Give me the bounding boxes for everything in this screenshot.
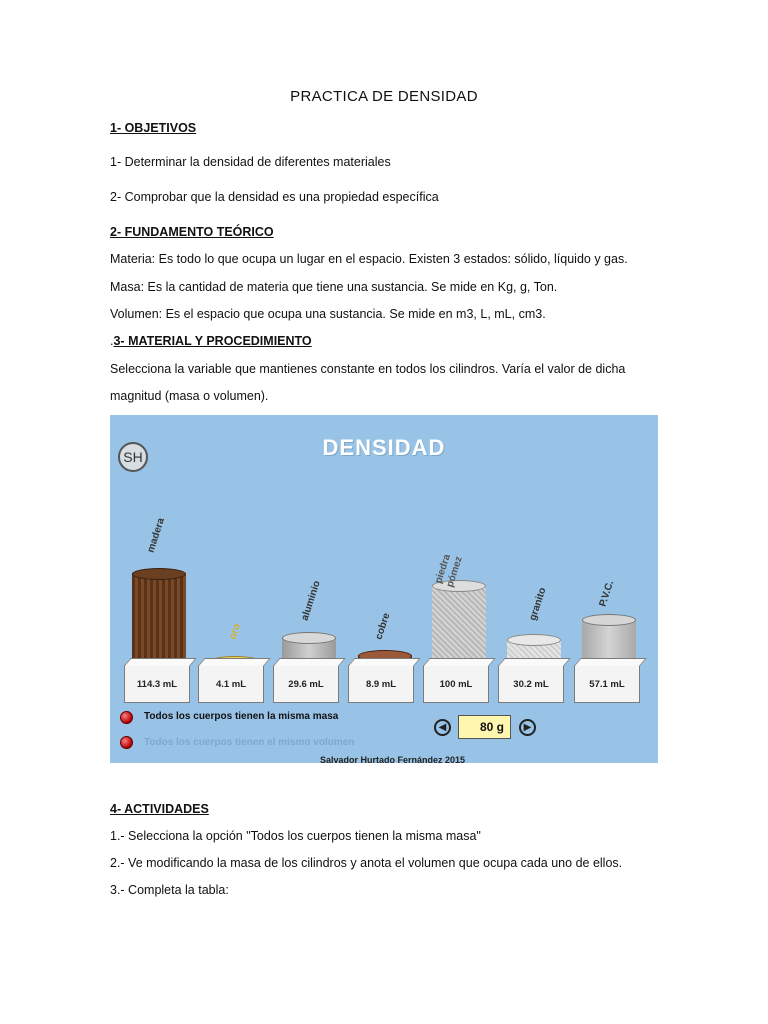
label-oro: oro <box>227 622 243 641</box>
procedure-line-1: Selecciona la variable que mantienes constante en todos los cilindros. Varía el valor de dicha <box>110 362 626 376</box>
pedestal-cobre <box>348 665 414 703</box>
cylinder-piedra-pomez <box>432 585 486 665</box>
objective-item-2: 2- Comprobar que la densidad es una propiedad específica <box>110 190 439 204</box>
label-granito: granito <box>527 586 549 622</box>
pedestal-pvc <box>574 665 640 703</box>
option-same-mass-label[interactable]: Todos los cuerpos tienen la misma masa <box>144 711 339 722</box>
volume-aluminio: 29.6 mL <box>288 679 324 690</box>
procedure-heading: 3- MATERIAL Y PROCEDIMIENTO <box>113 334 312 348</box>
label-aluminio: aluminio <box>299 579 323 622</box>
simulation-credit: Salvador Hurtado Fernández 2015 <box>320 755 466 763</box>
procedure-heading-prefix: . <box>110 334 114 348</box>
decrease-mass-icon[interactable]: ◀ <box>434 719 451 736</box>
volume-oro: 4.1 mL <box>215 679 247 690</box>
radio-same-mass[interactable] <box>120 711 133 724</box>
cylinder-madera <box>132 573 186 665</box>
pedestal-granito <box>498 665 564 703</box>
volume-cobre: 8.9 mL <box>365 679 397 690</box>
procedure-heading-line <box>110 333 312 349</box>
volume-granito: 30.2 mL <box>513 679 549 690</box>
option-same-volume-label[interactable]: Todos los cuerpos tienen el mismo volumen <box>144 737 355 748</box>
mass-value-display: 80 g <box>458 715 511 739</box>
objective-item-1: 1- Determinar la densidad de diferentes materiales <box>110 155 391 169</box>
pedestal-piedra-pomez <box>423 665 489 703</box>
page-title: PRACTICA DE DENSIDAD <box>290 88 478 105</box>
sh-logo: SH <box>118 442 148 472</box>
label-madera: madera <box>145 516 167 554</box>
activity-item-1: 1.- Selecciona la opción "Todos los cuerpos tienen la misma masa" <box>110 829 481 843</box>
label-piedra-pomez: piedra pómez <box>433 553 465 589</box>
volume-pvc: 57.1 mL <box>589 679 625 690</box>
increase-mass-icon[interactable]: ▶ <box>519 719 536 736</box>
volume-piedra-pomez: 100 mL <box>439 679 473 690</box>
simulation-title: DENSIDAD <box>322 435 446 460</box>
theory-line-volumen: Volumen: Es el espacio que ocupa una sustancia. Se mide en m3, L, mL, cm3. <box>110 307 546 321</box>
activity-item-3: 3.- Completa la tabla: <box>110 883 229 897</box>
density-simulation <box>110 415 658 763</box>
theory-line-masa: Masa: Es la cantidad de materia que tiene una sustancia. Se mide en Kg, g, Ton. <box>110 280 558 294</box>
volume-madera: 114.3 mL <box>136 679 178 690</box>
label-cobre: cobre <box>373 611 393 641</box>
theory-heading: 2- FUNDAMENTO TEÓRICO <box>110 225 274 239</box>
label-pvc: P.V.C. <box>597 579 617 608</box>
pedestal-madera <box>124 665 190 703</box>
pedestal-oro <box>198 665 264 703</box>
activity-item-2: 2.- Ve modificando la masa de los cilindros y anota el volumen que ocupa cada uno de ellos. <box>110 856 623 870</box>
procedure-line-2: magnitud (masa o volumen). <box>110 389 269 403</box>
theory-line-materia: Materia: Es todo lo que ocupa un lugar en el espacio. Existen 3 estados: sólido, líquido y gas. <box>110 252 628 266</box>
objectives-heading: 1- OBJETIVOS <box>110 121 197 135</box>
pedestal-aluminio <box>273 665 339 703</box>
activities-heading: 4- ACTIVIDADES <box>110 802 209 816</box>
radio-same-volume[interactable] <box>120 736 133 749</box>
